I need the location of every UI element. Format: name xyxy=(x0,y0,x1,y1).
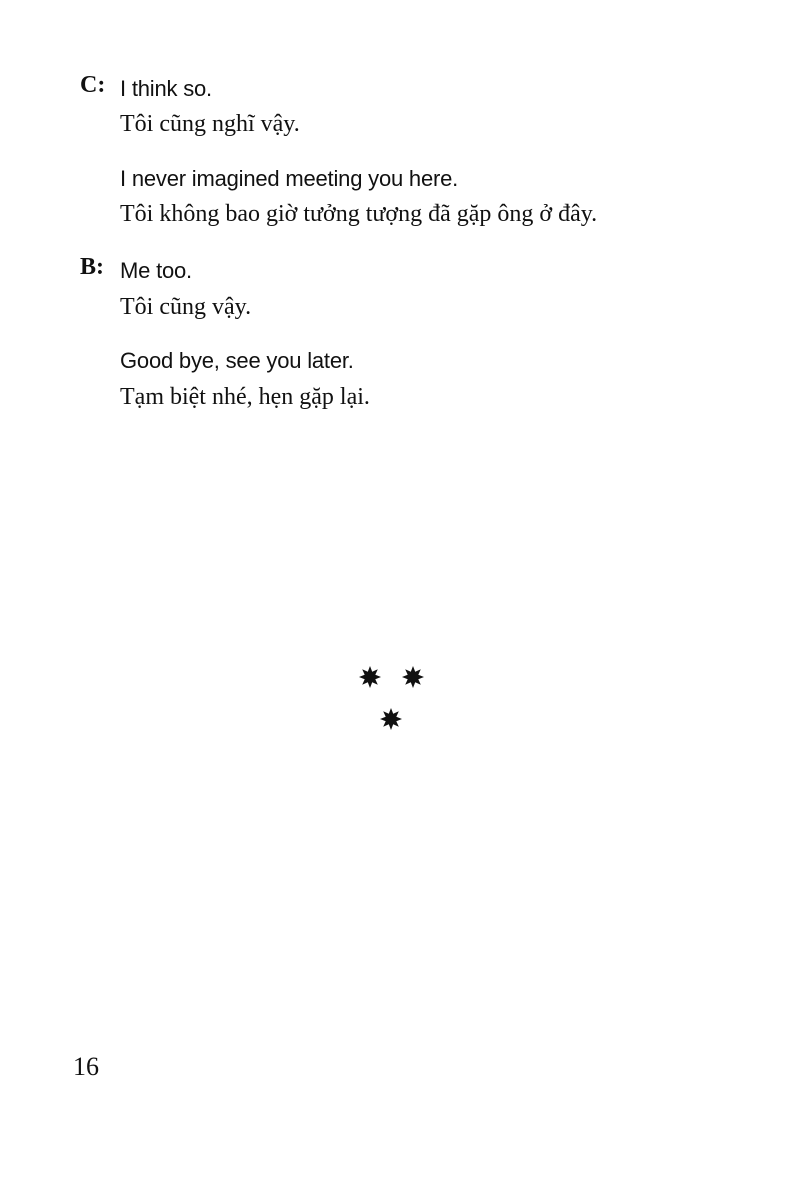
vietnamese-line: Tôi cũng nghĩ vậy. xyxy=(120,111,300,137)
english-line: Me too. xyxy=(120,258,192,283)
vietnamese-line: Tôi không bao giờ tưởng tượng đã gặp ông ở đây. xyxy=(120,201,598,227)
english-line: I think so. xyxy=(120,76,212,101)
star-icon xyxy=(379,707,403,731)
page-number: 16 xyxy=(73,1052,99,1081)
star-icon xyxy=(401,665,425,689)
star-icon xyxy=(358,665,382,689)
english-line: I never imagined meeting you here. xyxy=(120,166,459,191)
speaker-b-label: B: xyxy=(80,254,104,280)
vietnamese-line: Tạm biệt nhé, hẹn gặp lại. xyxy=(120,384,370,410)
speaker-c-label: C: xyxy=(80,72,106,98)
vietnamese-line: Tôi cũng vậy. xyxy=(120,294,252,320)
english-line: Good bye, see you later. xyxy=(120,348,354,373)
